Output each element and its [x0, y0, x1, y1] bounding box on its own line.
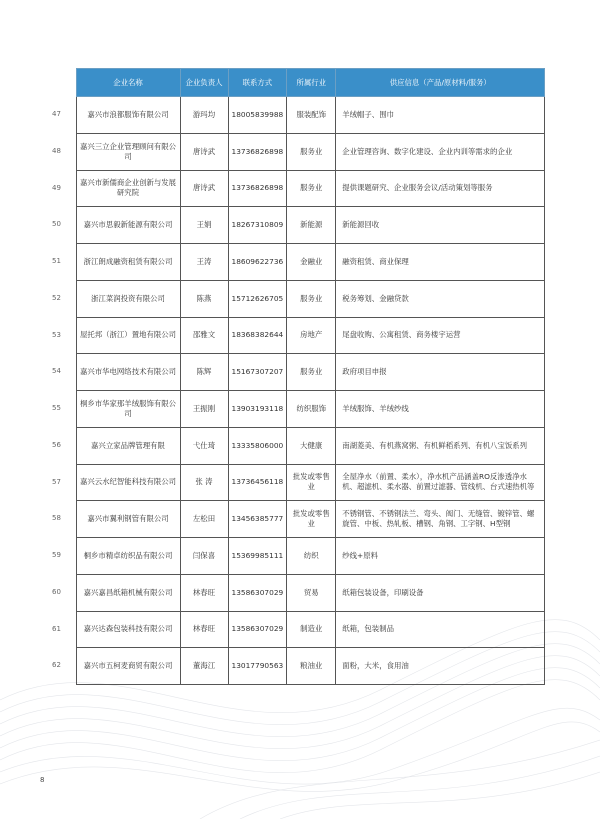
row-number: 57	[52, 477, 61, 486]
table-row	[44, 574, 545, 611]
industry: 金融业	[287, 244, 336, 281]
industry: 服务业	[287, 354, 336, 391]
table-row	[44, 501, 545, 538]
company-name: 嘉兴市思毅新能源有限公司	[76, 207, 180, 244]
phone-number: 13017790563	[228, 648, 287, 685]
table-header-row	[44, 69, 545, 97]
phone-number: 13586307029	[228, 611, 287, 648]
person-name: 董海江	[180, 648, 228, 685]
industry: 贸易	[287, 574, 336, 611]
table-row	[44, 133, 545, 170]
supplier-table	[44, 68, 545, 685]
supply-info: 政府项目申报	[336, 354, 545, 391]
table-row	[44, 207, 545, 244]
table-row	[44, 244, 545, 281]
company-name: 嘉兴达森包装科技有限公司	[76, 611, 180, 648]
row-number: 54	[52, 367, 61, 376]
company-name: 嘉兴三立企业管理顾问有限公司	[76, 133, 180, 170]
person-name: 闫保喜	[180, 538, 228, 575]
supply-info: 全屋净水（前置、柔水），净水机产品涵盖RO反渗透净水机、超滤机、柔水器、前置过滤器、管线机、台式速热机等	[336, 464, 545, 501]
table-row	[44, 97, 545, 134]
company-name: 嘉兴市华电网络技术有限公司	[76, 354, 180, 391]
table-row	[44, 427, 545, 464]
header-company: 企业名称	[76, 69, 180, 97]
phone-number: 13736826898	[228, 133, 287, 170]
person-name: 唐诗武	[180, 170, 228, 207]
person-name: 林春旺	[180, 574, 228, 611]
row-number: 49	[52, 183, 61, 192]
row-number: 60	[52, 587, 61, 596]
phone-number: 18609622736	[228, 244, 287, 281]
industry: 服务业	[287, 170, 336, 207]
company-name: 桐乡市精卓纺织品有限公司	[76, 538, 180, 575]
company-name: 嘉兴市五柯麦商贸有限公司	[76, 648, 180, 685]
row-number: 47	[52, 110, 61, 119]
index-header	[44, 69, 76, 97]
row-number: 52	[52, 293, 61, 302]
company-name: 屋托邦（浙江）置地有限公司	[76, 317, 180, 354]
company-name: 嘉兴市翼利钢管有限公司	[76, 501, 180, 538]
phone-number: 13736826898	[228, 170, 287, 207]
supply-info: 南湖菱美、有机燕窝粥、有机鲜稻系列、有机八宝饭系列	[336, 427, 545, 464]
industry: 服务业	[287, 280, 336, 317]
phone-number: 13903193118	[228, 391, 287, 428]
company-name: 浙江菜润投资有限公司	[76, 280, 180, 317]
company-name: 嘉兴市新儒商企业创新与发展研究院	[76, 170, 180, 207]
supply-info: 尾盘收购、公寓租赁、商务楼宇运营	[336, 317, 545, 354]
company-name: 嘉兴嘉昌纸箱机械有限公司	[76, 574, 180, 611]
supply-info: 税务筹划、金融贷款	[336, 280, 545, 317]
supply-info: 提供课题研究、企业服务会议/活动策划等服务	[336, 170, 545, 207]
industry: 纺织服饰	[287, 391, 336, 428]
supply-info: 面粉，大米，食用油	[336, 648, 545, 685]
supply-info: 纸箱，包装制品	[336, 611, 545, 648]
supply-info: 羊绒帽子、围巾	[336, 97, 545, 134]
person-name: 陈燕	[180, 280, 228, 317]
supply-info: 新能源回收	[336, 207, 545, 244]
row-number: 61	[52, 624, 61, 633]
person-name: 林春旺	[180, 611, 228, 648]
phone-number: 15167307207	[228, 354, 287, 391]
company-name: 桐乡市华家那羊绒服饰有限公司	[76, 391, 180, 428]
row-number: 48	[52, 146, 61, 155]
person-name: 王娟	[180, 207, 228, 244]
table-row	[44, 354, 545, 391]
phone-number: 13586307029	[228, 574, 287, 611]
industry: 纺织	[287, 538, 336, 575]
person-name: 王涛	[180, 244, 228, 281]
page-number: 8	[40, 776, 45, 784]
table-row	[44, 170, 545, 207]
phone-number: 13736456118	[228, 464, 287, 501]
industry: 服务业	[287, 133, 336, 170]
phone-number: 15712626705	[228, 280, 287, 317]
supply-info: 企业管理咨询、数字化建设、企业内训等需求的企业	[336, 133, 545, 170]
industry: 批发或零售业	[287, 464, 336, 501]
industry: 服装配饰	[287, 97, 336, 134]
industry: 新能源	[287, 207, 336, 244]
header-person: 企业负责人	[180, 69, 228, 97]
table-row	[44, 317, 545, 354]
header-phone: 联系方式	[228, 69, 287, 97]
person-name: 左松田	[180, 501, 228, 538]
phone-number: 15369985111	[228, 538, 287, 575]
company-name: 浙江朗成融资租赁有限公司	[76, 244, 180, 281]
table-row	[44, 648, 545, 685]
person-name: 陈辉	[180, 354, 228, 391]
supply-info: 纸箱包装设备，印刷设备	[336, 574, 545, 611]
company-name: 嘉兴市浪都服饰有限公司	[76, 97, 180, 134]
row-number: 50	[52, 220, 61, 229]
table-row	[44, 280, 545, 317]
row-number: 62	[52, 661, 61, 670]
industry: 房地产	[287, 317, 336, 354]
table-row	[44, 611, 545, 648]
table-row	[44, 391, 545, 428]
phone-number: 18005839988	[228, 97, 287, 134]
person-name: 王振刚	[180, 391, 228, 428]
person-name: 唐诗武	[180, 133, 228, 170]
row-number: 59	[52, 551, 61, 560]
phone-number: 18368382644	[228, 317, 287, 354]
header-industry: 所属行业	[287, 69, 336, 97]
table-row	[44, 464, 545, 501]
supply-info: 不锈钢管、不锈钢法兰、弯头、阀门、无缝管、镀锌管、螺旋管、中板、热轧板、槽钢、角钢、工字钢、H型钢	[336, 501, 545, 538]
header-supply: 供应信息（产品/原材料/服务）	[336, 69, 545, 97]
supply-info: 融资租赁、商业保理	[336, 244, 545, 281]
company-name: 嘉兴云水纪智能科技有限公司	[76, 464, 180, 501]
row-number: 58	[52, 514, 61, 523]
phone-number: 18267310809	[228, 207, 287, 244]
company-name: 嘉兴立家品牌管理有限	[76, 427, 180, 464]
table-row	[44, 538, 545, 575]
supply-info: 羊绒服饰、羊绒纱线	[336, 391, 545, 428]
person-name: 邵雅文	[180, 317, 228, 354]
phone-number: 13456385777	[228, 501, 287, 538]
industry: 大健康	[287, 427, 336, 464]
person-name: 弋仕琦	[180, 427, 228, 464]
row-number: 55	[52, 404, 61, 413]
row-number: 53	[52, 330, 61, 339]
industry: 制造业	[287, 611, 336, 648]
person-name: 游玛均	[180, 97, 228, 134]
row-number: 51	[52, 257, 61, 266]
industry: 粮油业	[287, 648, 336, 685]
person-name: 张 涛	[180, 464, 228, 501]
phone-number: 13335806000	[228, 427, 287, 464]
supply-info: 纱线+原料	[336, 538, 545, 575]
industry: 批发或零售业	[287, 501, 336, 538]
row-number: 56	[52, 440, 61, 449]
